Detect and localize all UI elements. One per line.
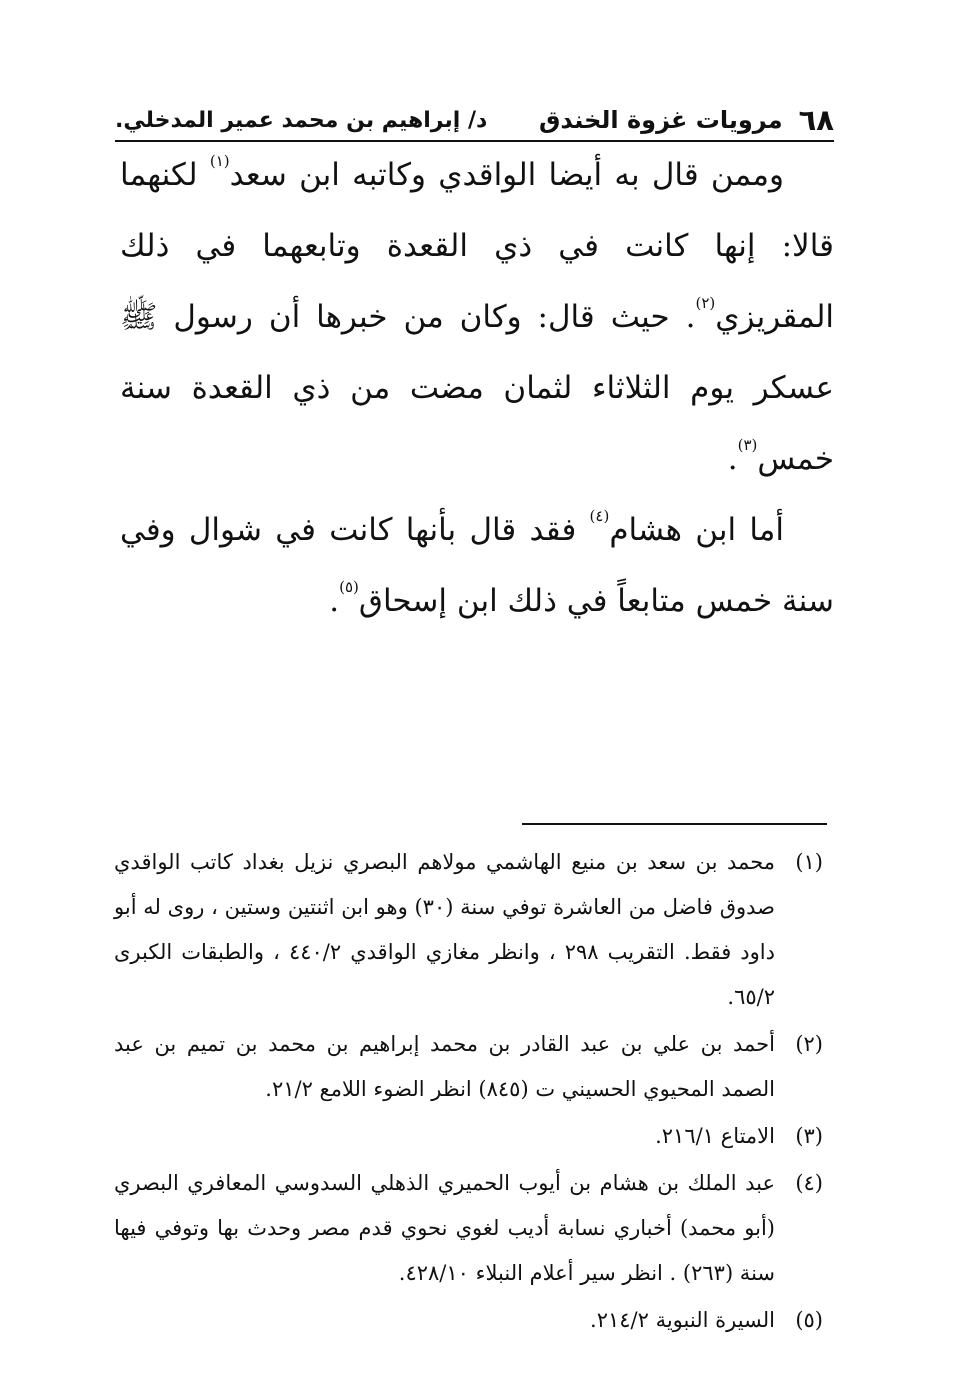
paragraph-2-part-2: فقد قال بأنها كانت في شوال وفي سنة خمس متابعاً في ذلك ابن إسحاق (120, 512, 834, 619)
footnote-ref-3[interactable]: (٣) (737, 435, 758, 454)
footnote-text: أحمد بن علي بن عبد القادر بن محمد إبراهيم بن محمد بن تميم بن عبد الصمد المحيوي الحسيني ت (٨٤٥) انظر الضوء اللامع ٢١/٢. (114, 1032, 775, 1101)
footnote-5 (114, 1298, 823, 1343)
footnote-text: الامتاع ٢١٦/١. (655, 1124, 775, 1148)
book-title: مرويات غزوة الخندق (538, 106, 783, 134)
page-number: ٦٨ (798, 103, 834, 137)
footnote-number: (٤) (795, 1171, 823, 1195)
footnote-text: عبد الملك بن هشام بن أيوب الحميري الذهلي السدوسي المعافري البصري (أبو محمد) أخباري نسابة أديب لغوي نحوي قدم مصر وحدث بها وتوفي فيها سنة (٢٦٣) . انظر سير أعلام النبلاء ٤٢٨/١٠. (114, 1171, 775, 1285)
footnote-ref-1[interactable]: (١) (209, 151, 230, 170)
paragraph-2-part-1: أما ابن هشام (609, 512, 785, 548)
footnote-number: (٥) (795, 1308, 823, 1332)
footnote-number: (٢) (795, 1032, 823, 1056)
header-right (539, 103, 834, 137)
footnote-ref-2[interactable]: (٢) (695, 293, 716, 312)
paragraph-1-part-2: لكنهما قالا: إنها كانت في ذي القعدة وتابعهما في ذلك المقريزي (120, 157, 834, 335)
paragraph-2 (120, 495, 834, 637)
paragraph-1-part-4: . (727, 441, 738, 477)
footnote-3 (114, 1114, 823, 1159)
footnote-number: (١) (795, 850, 823, 874)
main-text (120, 140, 834, 637)
footnote-text: محمد بن سعد بن منيع الهاشمي مولاهم البصري نزيل بغداد كاتب الواقدي صدوق فاضل من العاشرة توفي سنة (٣٠) وهو ابن اثنتين وستين ، روى له أبو داود فقط. التقريب ٢٩٨ ، وانظر مغازي الواقدي ٤٤٠/٢ ، والطبقات الكبرى ٦٥/٢. (114, 850, 775, 1009)
paragraph-1-part-1: وممن قال به أيضا الواقدي وكاتبه ابن سعد (229, 157, 784, 193)
paragraph-1-part-3: . حيث قال: وكان من خبرها أن رسول ﷺ عسكر يوم الثلاثاء لثمان مضت من ذي القعدة سنة خمس (120, 299, 834, 477)
footnote-text: السيرة النبوية ٢١٤/٢. (590, 1308, 775, 1332)
footnote-separator (522, 823, 827, 825)
footnote-2 (114, 1022, 823, 1112)
footnotes (114, 840, 823, 1345)
footnote-ref-4[interactable]: (٤) (589, 506, 610, 525)
footnote-1 (114, 840, 823, 1020)
paragraph-1 (120, 140, 834, 495)
footnote-number: (٣) (795, 1124, 823, 1148)
author-name: د/ إبراهيم بن محمد عمير المدخلي. (115, 107, 488, 133)
footnote-4 (114, 1161, 823, 1296)
paragraph-2-part-3: . (329, 583, 340, 619)
footnote-ref-5[interactable]: (٥) (339, 577, 359, 596)
page-header (115, 100, 834, 142)
